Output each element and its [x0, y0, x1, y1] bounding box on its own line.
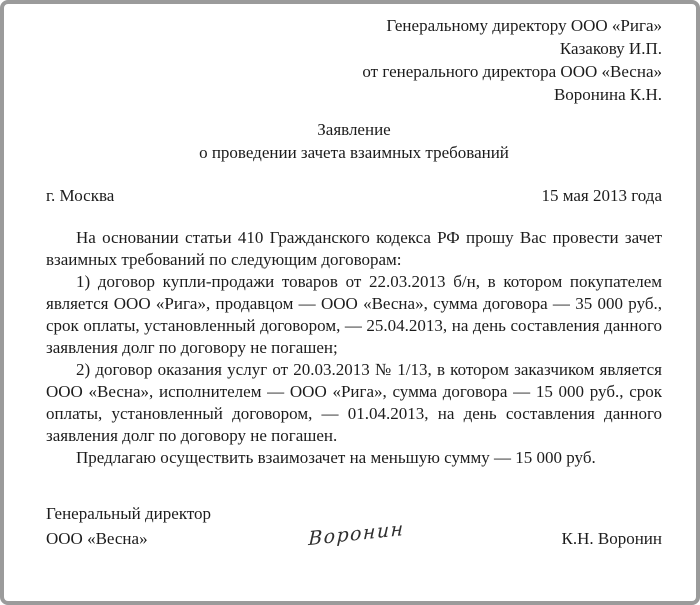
signature-block	[46, 501, 662, 551]
document-title: Заявление	[317, 120, 391, 139]
place-text: г. Москва	[46, 186, 115, 205]
recipient-line-addressee: Генеральному директору ООО «Рига»	[386, 16, 662, 35]
title-block	[46, 118, 662, 164]
recipient-line-sender: от генерального директора ООО «Весна»	[362, 62, 662, 81]
recipient-line-sender-name: Воронина К.Н.	[553, 85, 662, 104]
paragraph-proposal: Предлагаю осуществить взаимозачет на меньшую сумму — 15 000 руб.	[76, 448, 596, 467]
signer-company: ООО «Весна»	[46, 529, 148, 548]
paragraph-contract-2: 2) договор оказания услуг от 20.03.2013 № 1/13, в котором заказчиком является ООО «Весна», исполнителем — ООО «Рига», сумма договора — 15 000 руб., срок оплаты, установленный договором, — 01.04.2013, на день составления данного заявления долг по договору не погашен.	[46, 360, 662, 445]
body-text	[46, 227, 662, 469]
place-date-row	[46, 184, 662, 207]
signer-position: Генеральный директор	[46, 504, 212, 523]
handwritten-signature: Воронин	[307, 517, 405, 551]
document-content	[46, 14, 662, 551]
paragraph-intro: На основании статьи 410 Гражданского кодекса РФ прошу Вас провести зачет взаимных требований по следующим договорам:	[46, 228, 662, 269]
paragraph-contract-1: 1) договор купли-продажи товаров от 22.03.2013 б/н, в котором покупателем является ООО «Рига», продавцом — ООО «Весна», сумма договора — 35 000 руб., срок оплаты, установленный договором, — 25.04.2013, на день составления данного заявления долг по договору не погашен;	[46, 272, 662, 357]
date-text: 15 мая 2013 года	[541, 186, 662, 205]
signer-position-block	[46, 501, 211, 551]
recipient-block	[46, 14, 662, 106]
recipient-line-addressee-name: Казакову И.П.	[559, 39, 662, 58]
signer-name: К.Н. Воронин	[561, 529, 662, 548]
document-subtitle: о проведении зачета взаимных требований	[199, 143, 509, 162]
